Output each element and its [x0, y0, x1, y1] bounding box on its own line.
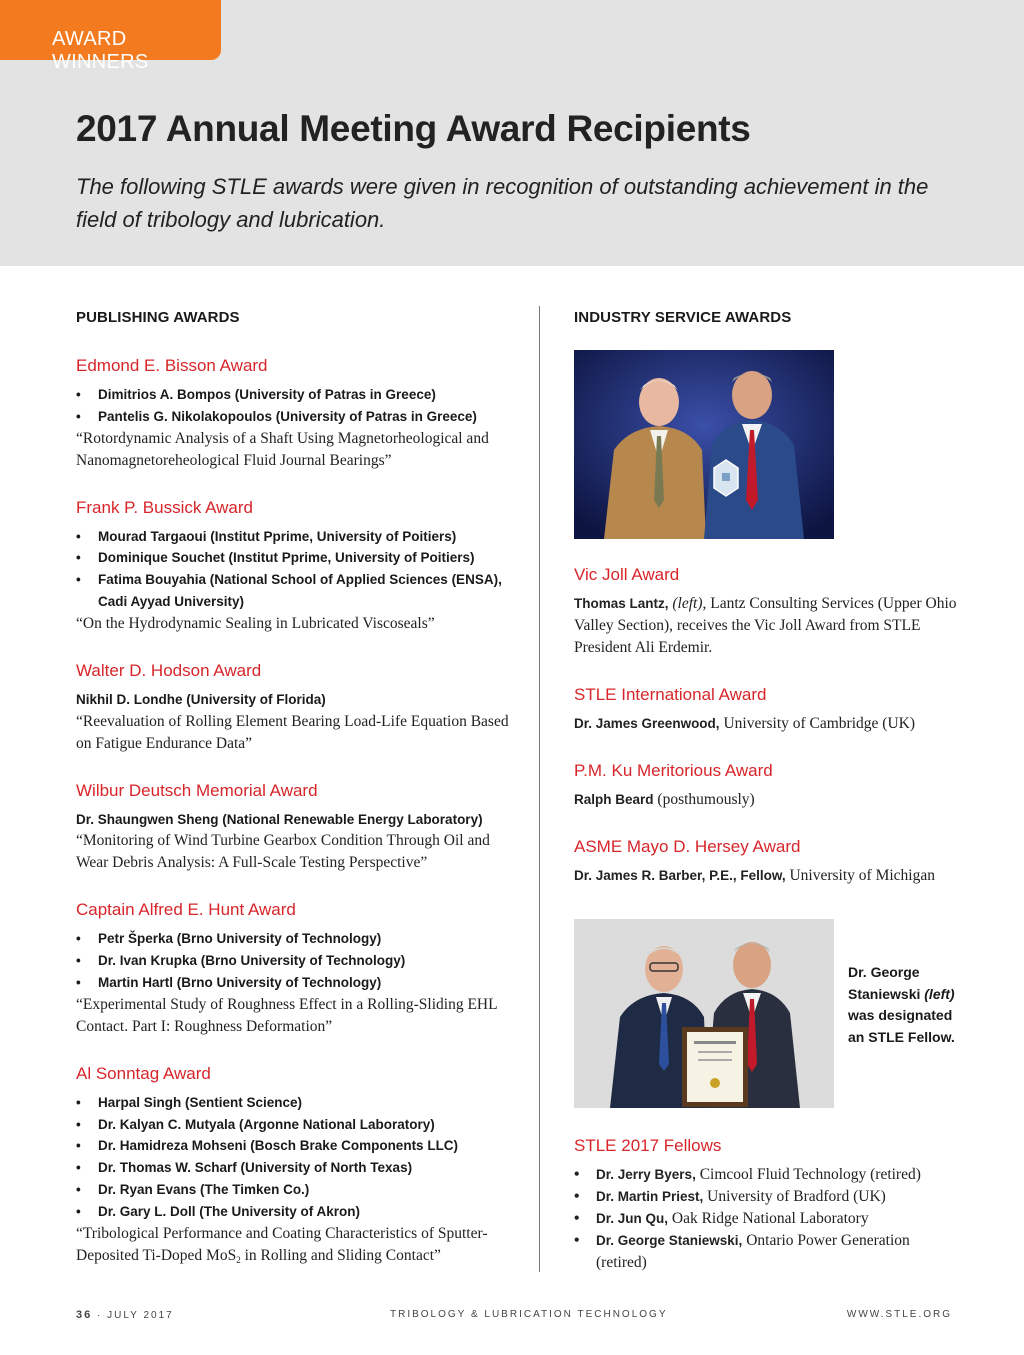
- award-name: Walter D. Hodson Award: [76, 660, 262, 680]
- award-name: Captain Alfred E. Hunt Award: [76, 900, 296, 920]
- winner-item: • Fatima Bouyahia (National School of Applied Sciences (ENSA), Cadi Ayyad University): [76, 569, 516, 613]
- winner-item: • Dr. Gary L. Doll (The University of Akron): [76, 1201, 516, 1223]
- award-name: STLE 2017 Fellows: [574, 1136, 722, 1155]
- photo-lantz-erdemir: [574, 350, 834, 539]
- fellow-item: [574, 1164, 964, 1186]
- winner-item: • Mourad Targaoui (Institut Pprime, University of Poitiers): [76, 526, 516, 548]
- winner-list: [76, 526, 516, 613]
- photo-caption: [848, 962, 958, 1048]
- caption-text: was designated an STLE Fellow.: [848, 1007, 955, 1045]
- page-footer: [76, 1309, 952, 1323]
- award-international: [574, 685, 964, 735]
- publishing-awards-column: [76, 300, 516, 1271]
- paper-title: “Monitoring of Wind Turbine Gearbox Condition Through Oil and Wear Debris Analysis: A Full-Scale Testing Perspective”: [76, 832, 490, 872]
- award-name: P.M. Ku Meritorious Award: [574, 761, 773, 780]
- award-name: Frank P. Bussick Award: [76, 497, 254, 517]
- column-divider: [539, 306, 540, 1272]
- winner-item: • Petr Šperka (Brno University of Technology): [76, 928, 516, 950]
- footer-page-info: [76, 1309, 174, 1321]
- description-text: (posthumously): [653, 791, 755, 808]
- award-name: STLE International Award: [574, 685, 767, 704]
- description-text: University of Michigan: [785, 867, 935, 884]
- paper-title: “Reevaluation of Rolling Element Bearing Load-Life Equation Based on Fatigue Endurance Data”: [76, 712, 509, 752]
- recipient-name: Dr. James R. Barber, P.E., Fellow,: [574, 868, 786, 883]
- page-number: 36: [76, 1309, 93, 1321]
- winner-list: [76, 928, 516, 993]
- award-name: Wilbur Deutsch Memorial Award: [76, 780, 318, 800]
- issue-date: JULY 2017: [107, 1310, 174, 1321]
- recipient-name: Dr. Jerry Byers,: [596, 1167, 696, 1182]
- winner-item: Nikhil D. Londhe (University of Florida): [76, 691, 326, 707]
- photo-staniewski-erdemir: [574, 919, 834, 1108]
- winner-item: • Martin Hartl (Brno University of Technology): [76, 972, 516, 994]
- winner-list: [76, 384, 516, 428]
- award-hunt: [76, 900, 516, 1037]
- description-text: Cimcool Fluid Technology (retired): [695, 1166, 921, 1183]
- column-heading-publishing: PUBLISHING AWARDS: [76, 309, 240, 326]
- paper-title-part: in Rolling and Sliding Contact”: [240, 1246, 441, 1264]
- subscript: 2: [236, 1254, 241, 1265]
- award-description: [574, 713, 964, 735]
- award-name: Vic Joll Award: [574, 565, 680, 584]
- recipient-name: Dr. Jun Qu,: [596, 1211, 669, 1226]
- award-sonntag: [76, 1064, 516, 1271]
- caption-position: (left): [924, 985, 955, 1002]
- description-text: Oak Ridge National Laboratory: [668, 1210, 869, 1227]
- photo-award-presentation: [574, 350, 834, 539]
- winner-item: • Dr. Ivan Krupka (Brno University of Technology): [76, 950, 516, 972]
- page-subtitle: The following STLE awards were given in recognition of outstanding achievement in the field of tribology and lubrication.: [76, 174, 929, 232]
- description-text: Ontario Power Generation (retired): [596, 1232, 910, 1271]
- winner-item: • Dominique Souchet (Institut Pprime, University of Poitiers): [76, 547, 516, 569]
- fellow-item: [574, 1230, 964, 1274]
- winner-item: • Dr. Hamidreza Mohseni (Bosch Brake Components LLC): [76, 1135, 516, 1157]
- fellow-item: [574, 1186, 964, 1208]
- fellow-item: [574, 1208, 964, 1230]
- description-text: University of Cambridge (UK): [719, 715, 915, 732]
- caption-text: Dr. George Staniewski: [848, 964, 925, 1002]
- award-name: ASME Mayo D. Hersey Award: [574, 837, 801, 856]
- footer-separator: ·: [92, 1310, 108, 1321]
- paper-title: [76, 1223, 516, 1271]
- column-heading-industry: INDUSTRY SERVICE AWARDS: [574, 309, 792, 326]
- description-text: , Lantz Consulting Services (Upper Ohio Valley Section), receives the Vic Joll Award from STLE President Ali Erdemir.: [574, 595, 957, 656]
- industry-service-awards-column: [574, 300, 964, 1274]
- award-hersey: [574, 837, 964, 887]
- paper-title: “Experimental Study of Roughness Effect in a Rolling-Sliding EHL Contact. Part I: Roughness Deformation”: [76, 995, 498, 1035]
- recipient-name: Dr. James Greenwood,: [574, 716, 720, 731]
- section-tab: AWARD WINNERS: [0, 0, 221, 60]
- recipient-name: Thomas Lantz,: [574, 596, 669, 611]
- award-fellows: [574, 1136, 964, 1274]
- winner-list: [76, 1092, 516, 1223]
- winner-item: • Harpal Singh (Sentient Science): [76, 1092, 516, 1114]
- magazine-name: TRIBOLOGY & LUBRICATION TECHNOLOGY: [390, 1309, 668, 1320]
- website-url: WWW.STLE.ORG: [846, 1309, 952, 1320]
- winner-item: • Dimitrios A. Bompos (University of Patras in Greece): [76, 384, 516, 406]
- award-name: Al Sonntag Award: [76, 1063, 211, 1083]
- award-joll: [574, 565, 964, 659]
- description-text: University of Bradford (UK): [703, 1188, 886, 1205]
- paper-title: “On the Hydrodynamic Sealing in Lubricated Viscoseals”: [76, 614, 435, 632]
- photo-fellow-certificate: [574, 919, 834, 1108]
- award-bussick: [76, 498, 516, 635]
- award-description: [574, 789, 964, 811]
- position-note: (left): [672, 595, 703, 612]
- award-name: Edmond E. Bisson Award: [76, 356, 268, 375]
- award-hodson: [76, 661, 516, 755]
- paper-title-part: “Tribological Performance and Coating Characteristics of Sputter-Deposited Ti-Doped MoS: [76, 1224, 488, 1264]
- recipient-name: Dr. George Staniewski,: [596, 1233, 743, 1248]
- winner-item: • Dr. Thomas W. Scharf (University of North Texas): [76, 1157, 516, 1179]
- page-title: 2017 Annual Meeting Award Recipients: [76, 108, 751, 149]
- paper-title: “Rotordynamic Analysis of a Shaft Using Magnetorheological and Nanomagnetoreheological Fluid Journal Bearings”: [76, 429, 489, 469]
- award-deutsch: [76, 781, 516, 875]
- award-bisson: [76, 356, 516, 472]
- winner-item: • Dr. Kalyan C. Mutyala (Argonne National Laboratory): [76, 1114, 516, 1136]
- award-description: [574, 865, 964, 887]
- award-description: [574, 593, 964, 659]
- recipient-name: Ralph Beard: [574, 792, 654, 807]
- winner-item: • Pantelis G. Nikolakopoulos (University of Patras in Greece): [76, 406, 516, 428]
- award-ku: [574, 761, 964, 811]
- fellows-list: [574, 1164, 964, 1274]
- winner-item: Dr. Shaungwen Sheng (National Renewable Energy Laboratory): [76, 811, 483, 827]
- winner-item: • Dr. Ryan Evans (The Timken Co.): [76, 1179, 516, 1201]
- recipient-name: Dr. Martin Priest,: [596, 1189, 704, 1204]
